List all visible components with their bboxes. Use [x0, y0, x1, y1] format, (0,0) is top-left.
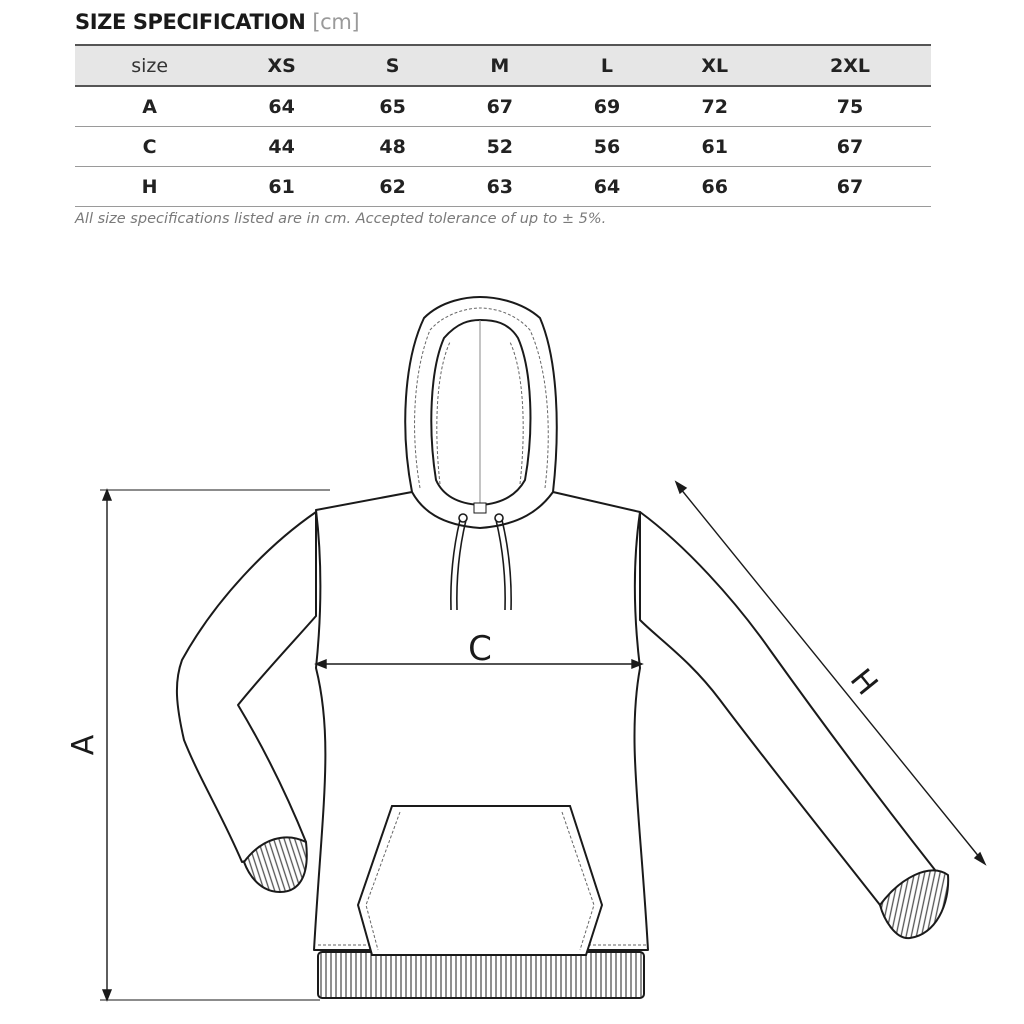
table-cell: 69 [553, 86, 660, 127]
column-header: XS [224, 45, 339, 86]
table-cell: 44 [224, 127, 339, 167]
waistband [318, 952, 644, 998]
table-cell: 64 [224, 86, 339, 127]
title-text: SIZE SPECIFICATION [75, 10, 306, 34]
table-cell: 61 [224, 167, 339, 207]
table-cell: 67 [769, 167, 931, 207]
column-header: M [446, 45, 553, 86]
table-cell: 67 [446, 86, 553, 127]
row-label: A [75, 86, 224, 127]
row-label: H [75, 167, 224, 207]
table-cell: 52 [446, 127, 553, 167]
kangaroo-pocket [358, 806, 602, 955]
table-cell: 67 [769, 127, 931, 167]
table-cell: 72 [661, 86, 769, 127]
table-cell: 64 [553, 167, 660, 207]
column-header: S [339, 45, 446, 86]
measure-a-label: A [66, 734, 101, 756]
brand-label-icon [474, 503, 486, 513]
column-header: L [553, 45, 660, 86]
measure-a-arrow-top [103, 490, 111, 500]
column-header: XL [661, 45, 769, 86]
column-header-size: size [75, 45, 224, 86]
table-cell: 48 [339, 127, 446, 167]
hood-opening [431, 320, 530, 505]
table-cell: 56 [553, 127, 660, 167]
table-cell: 62 [339, 167, 446, 207]
table-cell: 61 [661, 127, 769, 167]
left-sleeve [177, 512, 316, 862]
row-label: C [75, 127, 224, 167]
tolerance-note: All size specifications listed are in cm. Accepted tolerance of up to ± 5%. [75, 211, 607, 227]
table-cell: 66 [661, 167, 769, 207]
column-header: 2XL [769, 45, 931, 86]
measure-h-label: H [842, 662, 885, 703]
table-cell: 75 [769, 86, 931, 127]
measure-c-label: C [468, 629, 492, 669]
measure-a-arrow-bottom [103, 990, 111, 1000]
title-unit: [cm] [312, 10, 360, 34]
table-cell: 65 [339, 86, 446, 127]
right-sleeve [640, 512, 935, 905]
measure-h-arrow-top [676, 482, 686, 493]
table-cell: 63 [446, 167, 553, 207]
